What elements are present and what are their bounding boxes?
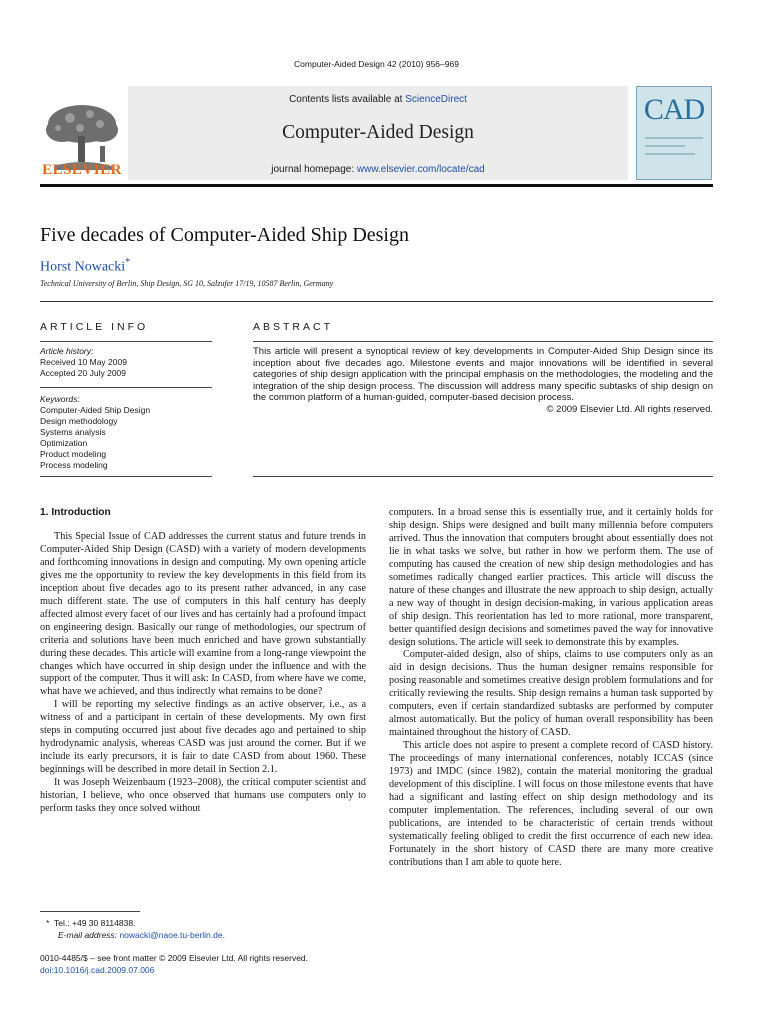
cover-masthead: CAD — [643, 93, 705, 126]
email-label: E-mail address: — [58, 930, 118, 940]
accepted-date: Accepted 20 July 2009 — [40, 368, 127, 378]
received-date: Received 10 May 2009 — [40, 357, 127, 367]
homepage-line — [128, 164, 628, 175]
author-line — [40, 257, 130, 276]
keyword: Computer-Aided Ship Design — [40, 405, 151, 415]
abstract-heading: ABSTRACT — [253, 321, 334, 333]
cover-divider — [645, 137, 703, 139]
header-rule — [40, 184, 713, 187]
body-paragraph: It was Joseph Weizenbaum (1923–2008), the critical computer scientist and historian, I believe, who once observed that humans use computers only to perform tasks they once solved without — [40, 777, 366, 815]
article-info — [40, 346, 212, 379]
body-paragraph: Computer-aided design, also of ships, claims to use computers only as an aid in design decisions. Thus the human designer remains responsible for posing reasonable and sometimes creative design problem formulations and for critically reviewing the results. Ship design remains a human task supported by computers, even if certain standardized subtasks are performed by computer almost automatically. But the policy of human overall responsibility has been maintained throughout the history of CASD. — [389, 649, 713, 739]
issn-line: 0010-4485/$ – see front matter © 2009 Elsevier Ltd. All rights reserved. — [40, 953, 309, 963]
cover-divider — [645, 145, 685, 147]
body-paragraph: computers. In a broad sense this is essentially true, and it certainly holds for ship design. Ships were designed and built many millennia before computers arrived. Thus the innovation that computers brought about essentially does not lie in what tasks we solve, but rather in how we perform them. The use of computing has caused the creation of new ship design methodologies and has sometimes radically changed earlier practices. This article will discuss the nature of these changes and illustrate the new approach to ship design, actually a new way of thought in design decision-making, in various application areas of ship design. This reorientation has led to more rational, more transparent, better quantified design decisions and sometimes paved the way for innovative design solutions. The article will seek to demonstrate this by examples. — [389, 507, 713, 648]
contents-line — [128, 94, 628, 105]
keyword: Process modeling — [40, 460, 108, 470]
history-label: Article history: — [40, 346, 94, 356]
journal-citation: Computer-Aided Design 42 (2010) 956–969 — [294, 59, 459, 69]
elsevier-wordmark: ELSEVIER — [42, 162, 122, 178]
author-footnote-mark[interactable]: * — [125, 257, 131, 268]
homepage-link[interactable]: www.elsevier.com/locate/cad — [356, 164, 485, 175]
author-footnote — [40, 917, 370, 941]
author-name[interactable]: Horst Nowacki — [40, 259, 126, 275]
email-link[interactable]: nowacki@naoe.tu-berlin.de — [119, 930, 223, 940]
abstract-copyright: © 2009 Elsevier Ltd. All rights reserved. — [546, 403, 713, 415]
keyword: Product modeling — [40, 449, 107, 459]
journal-title: Computer-Aided Design — [282, 122, 474, 143]
contents-prefix: Contents lists available at — [289, 94, 406, 105]
footnote-rule — [40, 911, 140, 912]
keyword: Design methodology — [40, 416, 118, 426]
body-paragraph: I will be reporting my selective findings as an active observer, i.e., as a witness of and a participant in certain of these developments. My own first steps in computing occurred just about five decades ago and pertained to ship hydrodynamic analysis, whereas CASD was just around the corner. But if we include its early precursors, it is fair to date CASD from about 1960. These beginnings will be described in more detail in Section 2.1. — [40, 699, 366, 776]
info-rule — [40, 387, 212, 388]
info-bottom-rule — [40, 476, 212, 477]
keyword: Systems analysis — [40, 427, 106, 437]
body-paragraph: This article does not aspire to present a complete record of CASD history. The proceedings of many international conferences, notably ICCAS (since 1973) and IMDC (since 1982), contain the material monitoring the gradual development of this discipline. I will focus on those milestone events that have had a significant and lasting effect on ship design methodology and its computer implementation. The references, including several of our own publications, are intended to be characteristic of certain trends without systematically feeling obliged to credit the first occurrence of each new idea. Fortunately in the short history of CASD there are many more creative contributions than I am able to quote here. — [389, 740, 713, 868]
body-left-column — [40, 531, 366, 816]
info-rule — [40, 341, 212, 342]
sciencedirect-link[interactable]: ScienceDirect — [405, 94, 467, 105]
keywords — [40, 394, 212, 471]
front-matter-footer — [40, 953, 440, 976]
keyword: Optimization — [40, 438, 88, 448]
author-affiliation: Technical University of Berlin, Ship Design, SG 10, Salzufer 17/19, 10587 Berlin, Germany — [40, 279, 334, 288]
section-heading: 1. Introduction — [40, 507, 111, 518]
body-paragraph: This Special Issue of CAD addresses the current status and future trends in Computer-Aided Ship Design (CASD) with a variety of modern developments and forthcoming innovations in design and computing. My own opening article gives me the opportunity to review the key developments in this field from its inception about five decades ago to its present rather advanced, in any case much different state. The use of computers in this half century has deeply affected almost every facet of our lives and has certainly had a profound impact on engineering design. Basically our range of methodologies, our spectrum of criteria and solutions have been much enriched and have grown substantially during these decades. This article will examine from a long-range viewpoint the changes which have occurred in ship design under the influence and with the support of the computer. Thus it will ask: In CASD, from where have we come, what have we achieved, and thus indirectly what remains to be done? — [40, 531, 366, 698]
doi-link[interactable]: doi:10.1016/j.cad.2009.07.006 — [40, 964, 155, 975]
body-right-column — [389, 507, 713, 870]
homepage-prefix: journal homepage: — [271, 164, 357, 175]
footnote-email-line: E-mail address: nowacki@naoe.tu-berlin.de. — [58, 930, 225, 940]
footnote-tel: Tel.: +49 30 8114838. — [54, 918, 136, 928]
article-title: Five decades of Computer-Aided Ship Design — [40, 224, 409, 246]
footnote-mark: * — [46, 918, 50, 928]
journal-cover-image[interactable] — [636, 86, 712, 180]
keywords-label: Keywords: — [40, 394, 80, 404]
article-info-heading: ARTICLE INFO — [40, 321, 149, 333]
abstract-bottom-rule — [253, 476, 713, 477]
abstract-body — [253, 346, 713, 416]
footnote-tel-line — [40, 917, 370, 929]
abstract-text: This article will present a synoptical review of key developments in Computer-Aided Ship Design since its inception about five decades ago. Milestone events and major innovations will be identified in several categories of ship design application with the principal emphasis on the methodologies, the modeling and the integration of the ship design process. The discussion will address many specific subtasks of ship design on the common platform of a human-guided, computer-based decision process. — [253, 346, 713, 404]
abstract-rule — [253, 341, 713, 342]
title-rule — [40, 301, 713, 302]
cover-divider — [645, 153, 695, 155]
